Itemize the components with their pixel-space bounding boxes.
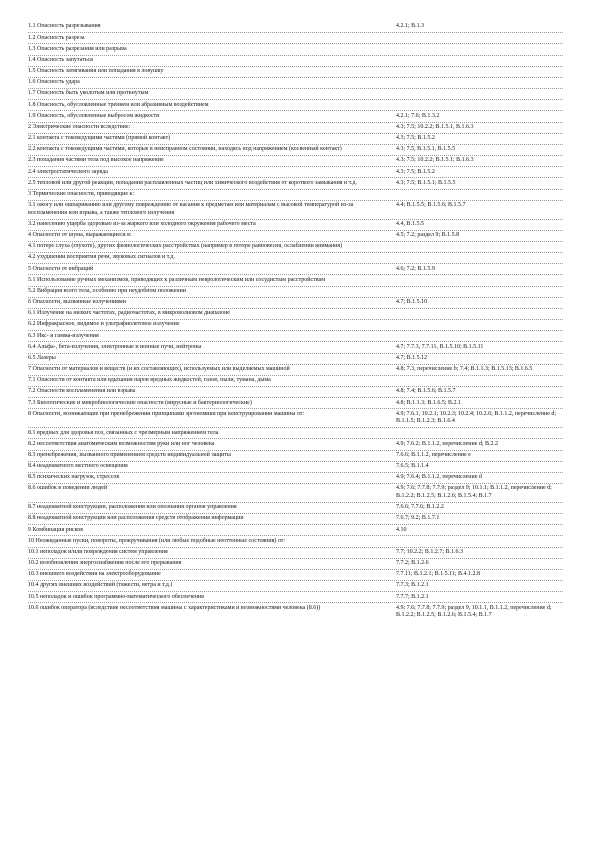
reference-cell: 4.2.1; В.1.3 <box>396 23 425 30</box>
hazard-cell: 8.1 вредных для здоровья поз, связанных с чрезмерным напряжением тела <box>28 429 219 436</box>
reference-cell: 7.7.3; В.1.2.1 <box>396 582 429 589</box>
hazard-cell: 1.6 Опасность удара <box>28 79 80 86</box>
hazard-cell: 4.2 ухудшении восприятия речи, звуковых сигналов и т.д. <box>28 254 175 261</box>
table-row <box>28 122 563 133</box>
reference-cell <box>388 277 563 285</box>
table-row <box>28 32 563 43</box>
hazard-cell: 2.2 контакта с токоведущими частями, которые в неисправном состоянии, находясь под напряжением (косвенный контакт) <box>28 146 342 153</box>
hazard-cell: 10.6 ошибок оператора (вследствие несоответствия машины с характеристиками и возможностями человека (8.6)) <box>28 604 321 611</box>
table-row <box>28 408 563 427</box>
reference-cell: 4.3; 7.5; В.1.5.1; В.1.5.5 <box>396 179 456 186</box>
reference-cell <box>388 377 563 385</box>
reference-cell <box>388 191 563 199</box>
hazard-cell: 10 Неожиданные пуски, повороты, прокручивания (или любые подобные неоттенные состояния) от: <box>28 537 286 544</box>
table-row <box>28 286 563 297</box>
hazard-cell: 6.3 Икс- и гамма-излучения <box>28 332 99 339</box>
hazard-cell: 8.2 несоответствия анатомическим возможностям руки или ног человека <box>28 440 215 447</box>
reference-cell: 7.6.6; В.1.1.2, перечисление е <box>396 451 471 458</box>
hazard-cell: 3.2 нанесению ущерба здоровью из-за жаркого или холодного окружения рабочего места <box>28 220 256 227</box>
table-row <box>28 353 563 364</box>
table-row <box>28 591 563 602</box>
table-row <box>28 55 563 66</box>
hazard-cell: 10.5 неполадок и ошибок программно-математического обеспечения <box>28 593 204 600</box>
reference-cell <box>388 90 563 98</box>
reference-cell: 7.6.6; 7.7.6; В.1.2.2 <box>396 504 444 511</box>
hazard-cell: 1.3 Опасность разрезания или разрыва <box>28 45 127 52</box>
reference-cell <box>388 310 563 318</box>
reference-cell: 4.9; 7.6; 7.7.8; 7.7.9; раздел 9, 10.1.1, В.1.1.2, перечисление d; В.1.2.2; В.1.2.5; В.1.2.6; В.1.5.4; В.1.7 <box>396 604 552 619</box>
hazard-cell: 1.7 Опасность быть уколотым или проткнутым <box>28 90 149 97</box>
reference-cell: 4.9; 7.6.4; В.1.1.2, перечисление d <box>396 474 482 481</box>
table-row <box>28 330 563 341</box>
table-row <box>28 341 563 352</box>
hazard-cell: 6 Опасности, вызванные излучениями <box>28 299 126 306</box>
reference-cell: 4.4, В.1.5.5 <box>396 220 425 227</box>
table-row <box>28 274 563 285</box>
table-row <box>28 88 563 99</box>
hazard-cell: 8.3 пренебрежения, вызванного применением средств индивидуальной защиты <box>28 451 231 458</box>
hazard-cell: 8 Опасности, возникающие при пренебрежении принципами эргономики при конструировании машины от: <box>28 410 305 417</box>
hazard-cell: 6.4 Альфа-, бета-излучения, электронные и ионные пучи, нейтроны <box>28 343 202 350</box>
hazard-cell: 3.1 ожогу или ошпариванию или другому повреждению от касания к предметам или материалам с высокой температурой из-за воспламенения или взрыва, а также теплового излучения <box>28 202 354 216</box>
hazard-cell: 7.3 Биологические и микробиологические опасности (вирусные и бактериологические) <box>28 399 252 406</box>
table-row <box>28 241 563 252</box>
table-row <box>28 263 563 274</box>
reference-cell <box>388 68 563 76</box>
table-row <box>28 189 563 200</box>
table-row <box>28 364 563 375</box>
table-row <box>28 472 563 483</box>
table-row <box>28 602 563 621</box>
reference-cell <box>388 288 563 296</box>
reference-cell: 4.7; 7.7.3, 7.7.11, В.1.5.10; В.1.5.11 <box>396 343 484 350</box>
reference-cell <box>388 538 563 546</box>
table-row <box>28 252 563 263</box>
hazard-cell: 1.4 Опасность запутаться <box>28 56 93 63</box>
hazard-cell: 8.6 ошибок в поведении людей <box>28 485 108 492</box>
reference-cell <box>388 57 563 65</box>
table-row <box>28 144 563 155</box>
hazard-cell: 8.4 неадекватного местного освещения <box>28 463 128 470</box>
reference-cell <box>388 243 563 251</box>
reference-cell <box>388 254 563 262</box>
hazard-cell: 9 Комбинация рисков <box>28 526 84 533</box>
hazard-cell: 7 Опасности от материалов и веществ (и их составляющих), используемых или выделяемых машиной <box>28 366 290 373</box>
reference-cell: 4.7; В.1.5.12 <box>396 354 428 361</box>
table-row <box>28 177 563 188</box>
table-row <box>28 77 563 88</box>
reference-cell <box>388 46 563 54</box>
hazard-cell: 5.1 Использование ручных механизмов, приводящих к различным неврологическим или сосудистым расстройствам <box>28 276 325 283</box>
table-row <box>28 230 563 241</box>
table-row <box>28 438 563 449</box>
table-row <box>28 200 563 219</box>
table-row <box>28 461 563 472</box>
table-row <box>28 22 563 32</box>
reference-cell: 4.4; В.1.5.5; В.1.5.6; В.1.5.7 <box>396 202 466 209</box>
table-row <box>28 375 563 386</box>
reference-cell <box>388 430 563 438</box>
table-row <box>28 427 563 438</box>
reference-cell <box>388 333 563 341</box>
reference-cell: 7.7.7; В.1.2.1 <box>396 593 429 600</box>
hazard-cell: 2.4 электростатического заряда <box>28 168 108 175</box>
reference-cell: 4.9; 7.6.1, 10.2.1; 10.2.3; 10.2.4; 10.2.6; В.1.1.2, перечисление d; В.1.1.5; В.1.2.3; В.1.6.4 <box>396 410 557 425</box>
table-row <box>28 110 563 121</box>
hazard-table <box>28 22 563 621</box>
table-row <box>28 558 563 569</box>
hazard-cell: 5 Опасности от вибраций <box>28 265 94 272</box>
table-row <box>28 397 563 408</box>
hazard-cell: 2.5 тепловой или другой реакции, попадания расплавленных частиц или химического воздействия от короткого замыкания и т.д. <box>28 179 357 186</box>
reference-cell <box>388 35 563 43</box>
table-row <box>28 133 563 144</box>
hazard-cell: 2.3 попадания частями тела под высокое напряжение <box>28 157 164 164</box>
hazard-cell: 3 Термические опасности, приводящие к: <box>28 190 135 197</box>
hazard-cell: 10.3 внешнего воздействия на электрооборудование <box>28 571 161 578</box>
reference-cell: 4.8; 7.4; В.1.5.6; В.1.5.7 <box>396 388 456 395</box>
table-row <box>28 166 563 177</box>
hazard-cell: 7.2 Опасности воспламенения или взрыва <box>28 388 136 395</box>
table-row <box>28 155 563 166</box>
reference-cell: 4.5; 7.2; раздел 9; В.1.5.8 <box>396 232 460 239</box>
table-row <box>28 386 563 397</box>
table-row <box>28 524 563 535</box>
reference-cell: 4.8; В.1.1.3; В.1.6.5; В.2.1 <box>396 399 462 406</box>
reference-cell: 7.6.5; В.1.1.4 <box>396 463 429 470</box>
reference-cell: 4.3; 7.5; В.1.5.2 <box>396 168 435 175</box>
hazard-cell: 6.1 Излучение на низких частотах, радиочастотах, в микроволновом диапазоне <box>28 310 230 317</box>
hazard-cell: 2.1 контакта с токоведущими частями (прямой контакт) <box>28 135 171 142</box>
reference-cell: 4.3; 7.5, В.1.5.1, В.1.5.5 <box>396 146 456 153</box>
reference-cell: 4.10 <box>396 526 407 533</box>
table-row <box>28 319 563 330</box>
table-row <box>28 580 563 591</box>
reference-cell: 7.7.2; В.1.2.6 <box>396 560 429 567</box>
table-row <box>28 450 563 461</box>
reference-cell <box>388 102 563 110</box>
hazard-cell: 1.9 Опасность, обусловленные выбросом жидкости <box>28 112 160 119</box>
hazard-cell: 1.2 Опасность разреза <box>28 34 85 41</box>
reference-cell: 4.3; 7.5; 10.2.2; В.1.5.1; В.1.6.3 <box>396 157 474 164</box>
hazard-cell: 6.2 Инфракрасное, видимое и ультрафиолетовое излучение <box>28 321 180 328</box>
table-row <box>28 513 563 524</box>
reference-cell: 7.7; 10.2.2; В.1.2.7; В.1.6.3 <box>396 548 464 555</box>
reference-cell: 4.3; 7.5; 10.2.2; В.1.5.1, В.1.6.3 <box>396 123 474 130</box>
reference-cell: 4.3; 7.5; В.1.5.2 <box>396 135 435 142</box>
hazard-cell: 10.4 других внешних воздействий (тяжести, ветра и т.д.) <box>28 582 173 589</box>
table-row <box>28 502 563 513</box>
hazard-cell: 5.2 Вибрация всего тела, особенно при неудобном положении <box>28 287 187 294</box>
hazard-cell: 6.5 Лазеры <box>28 354 56 361</box>
hazard-cell: 10.1 неполадок и/или повреждения систем управления <box>28 548 168 555</box>
hazard-cell: 1.5 Опасность затягивания или попадания в ловушку <box>28 68 164 75</box>
reference-cell: 4.2.1; 7.6; В.1.3.2 <box>396 112 440 119</box>
table-row <box>28 483 563 502</box>
hazard-cell: 1.1 Опасность разрезывания <box>28 23 101 30</box>
reference-cell: 4.7; В.1.5.10 <box>396 299 428 306</box>
hazard-cell: 1.8 Опасность, обусловленные трением или абразивным воздействием <box>28 101 209 108</box>
hazard-cell: 8.8 неадекватной конструкции или расположения средств отображения информации <box>28 515 244 522</box>
hazard-cell: 2 Электрические опасности вследствие: <box>28 123 131 130</box>
hazard-cell: 4 Опасности от шума, выражающиеся в: <box>28 232 132 239</box>
table-row <box>28 99 563 110</box>
hazard-cell: 10.2 возобновления энергоснабжения после его прерывания <box>28 560 182 567</box>
reference-cell: 4.9; 7.6.2; В.1.1.2, перечисление d; В.2.2 <box>396 440 499 447</box>
reference-cell <box>388 321 563 329</box>
reference-cell: 4.6; 7.2; В.1.5.9 <box>396 265 435 272</box>
reference-cell <box>388 79 563 87</box>
table-row <box>28 219 563 230</box>
reference-cell: 7.7.11; В.1.2.1; В.1.5.11; В.4.1.2.8 <box>396 571 481 578</box>
table-row <box>28 297 563 308</box>
table-row <box>28 43 563 54</box>
hazard-cell: 7.1 Опасности от контакта или вдыхания паров вредных жидкостей, газов, пыли, тумана, дыма <box>28 377 271 384</box>
table-row <box>28 569 563 580</box>
table-row <box>28 547 563 558</box>
reference-cell: 4.8; 7.3, перечисление b; 7.4; В.1.1.3; В.1.5.13; В.1.6.5 <box>396 366 533 373</box>
table-row <box>28 308 563 319</box>
hazard-cell: 8.5 психических нагрузок, стрессов <box>28 474 120 481</box>
reference-cell: 7.6.7; 9.2; В.1.7.1 <box>396 515 440 522</box>
hazard-cell: 8.7 неадекватной конструкции, расположения или опознания органов управления <box>28 504 237 511</box>
hazard-cell: 4.1 потере слуха (глухоте), других физиологических расстройствах (например в потере равновесия, ослаблении внимания) <box>28 243 343 250</box>
reference-cell: 4.9; 7.6; 7.7.8; 7.7.9; раздел 9; 10.1.1; В.1.1.2, перечисление d; В.1.2.2; В.1.2.5; В.1.2.6; В.1.5.4; В.1.7 <box>396 485 552 500</box>
table-row <box>28 66 563 77</box>
table-row <box>28 535 563 546</box>
